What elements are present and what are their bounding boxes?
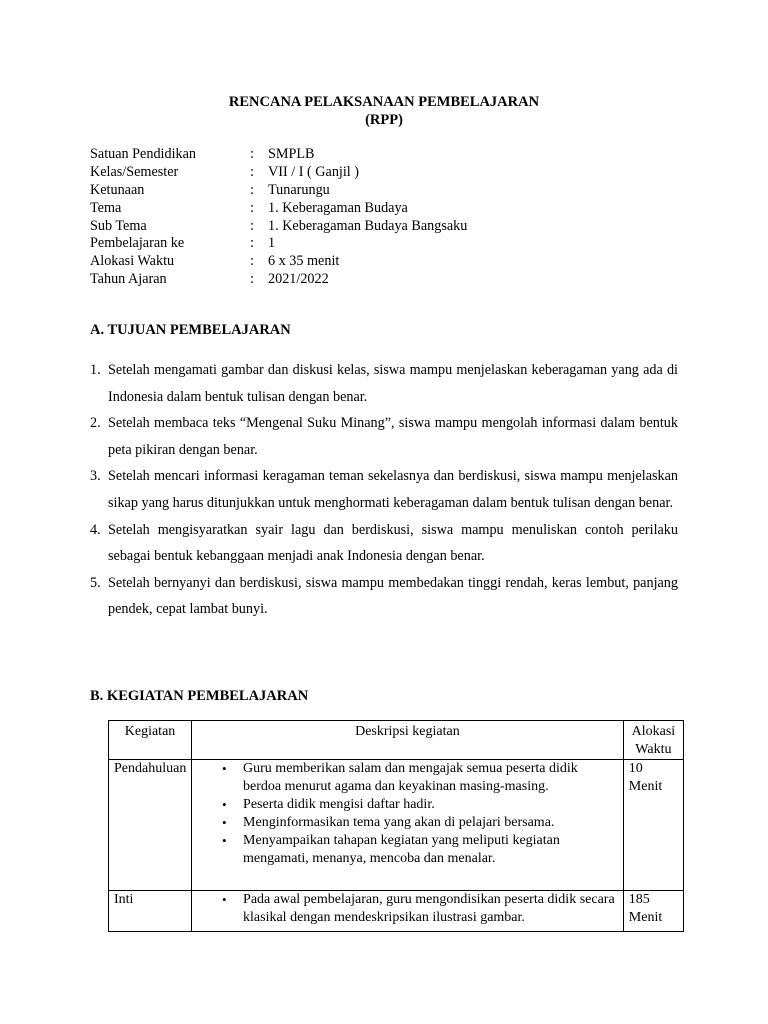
bullet-icon: • [222,797,227,812]
identity-value: VII / I ( Ganjil ) [268,163,360,180]
goal-text: Setelah membaca teks “Mengenal Suku Minang”, siswa mampu mengolah informasi dalam bentuk peta pikiran dengan benar. [108,415,678,458]
table-header-row [109,721,684,760]
bullet-icon: • [222,892,227,907]
identity-colon: : [250,199,254,216]
section-b-heading: B. KEGIATAN PEMBELAJARAN [90,688,309,704]
identity-value: 1. Keberagaman Budaya [268,199,408,216]
header-kegiatan: Kegiatan [109,721,192,760]
identity-label: Pembelajaran ke [90,235,185,252]
goal-number: 4. [90,521,101,538]
identity-colon: : [250,271,254,288]
description-text: Menyampaikan tahapan kegiatan yang meliputi kegiatan mengamati, menanya, mencoba dan menalar. [243,833,560,866]
goal-text: Setelah bernyanyi dan berdiskusi, siswa mampu membedakan tinggi rendah, keras lembut, panjang pendek, cepat lambat bunyi. [108,574,678,618]
identity-label: Satuan Pendidikan [90,146,196,162]
bullet-icon: • [222,833,227,848]
description-item [197,760,618,796]
activity-name: Pendahuluan [109,760,192,891]
identity-row [90,164,467,182]
identity-colon: : [250,181,254,198]
identity-value: 1. Keberagaman Budaya Bangsaku [268,217,468,234]
description-text: Peserta didik mengisi daftar hadir. [243,797,435,812]
description-item [197,832,618,868]
activity-description [192,891,624,932]
goal-number: 5. [90,574,101,591]
goal-item [90,410,678,463]
description-item [197,814,618,832]
identity-label: Tema [90,199,122,216]
identity-colon: : [250,163,254,180]
goal-text: Setelah mengisyaratkan syair lagu dan berdiskusi, siswa mampu menuliskan contoh perilaku sebagai bentuk kebanggaan menjadi anak Indonesia dengan benar. [108,521,678,565]
identity-row [90,271,467,289]
bullet-icon: • [222,815,227,830]
description-text: Guru memberikan salam dan mengajak semua peserta didik berdoa menurut agama dan keyakinan masing-masing. [243,761,578,794]
identity-colon: : [250,217,254,234]
description-text: Pada awal pembelajaran, guru mengondisikan peserta didik secara klasikal dengan mendeskripsikan ilustrasi gambar. [243,892,615,925]
description-text: Menginformasikan tema yang akan di pelajari bersama. [243,815,555,830]
identity-value: 1 [268,235,276,252]
goal-item [90,357,678,410]
identity-colon: : [250,235,254,252]
description-item [197,796,618,814]
goal-number: 1. [90,362,101,378]
goal-item [90,570,678,623]
identity-row [90,235,467,253]
goal-item [90,517,678,570]
activity-time: 185 Menit [623,891,683,932]
identity-value: 2021/2022 [268,271,329,288]
header-alokasi: Alokasi Waktu [623,721,683,760]
identity-row [90,253,467,271]
header-deskripsi: Deskripsi kegiatan [192,721,624,760]
bullet-icon: • [222,761,227,776]
section-a-heading: A. TUJUAN PEMBELAJARAN [90,322,291,338]
identity-label: Alokasi Waktu [90,253,175,270]
identity-row [90,182,467,200]
identity-row [90,200,467,218]
description-item [197,891,618,927]
identity-row [90,146,467,164]
identity-value: Tunarungu [268,181,330,198]
document-title: RENCANA PELAKSANAAN PEMBELAJARAN [228,94,540,110]
goal-item [90,463,678,516]
goal-text: Setelah mencari informasi keragaman teman sekelasnya dan berdiskusi, siswa mampu menjelaskan sikap yang harus ditunjukkan untuk menghormati keberagaman dalam bentuk tulisan dengan benar. [108,468,678,511]
identity-block [90,146,467,289]
identity-label: Tahun Ajaran [90,271,167,288]
goal-number: 2. [90,415,101,432]
identity-colon: : [250,146,254,162]
identity-value: 6 x 35 menit [268,253,340,270]
table-row [109,760,684,891]
activity-time: 10 Menit [623,760,683,891]
activity-name: Inti [109,891,192,932]
goal-text: Setelah mengamati gambar dan diskusi kelas, siswa mampu menjelaskan keberagaman yang ada di Indonesia dalam bentuk tulisan dengan benar. [108,362,678,405]
activities-table [108,720,684,932]
table-row [109,891,684,932]
identity-value: SMPLB [268,146,315,162]
document-subtitle: (RPP) [365,112,403,128]
identity-colon: : [250,253,254,270]
identity-row [90,218,467,236]
goal-number: 3. [90,468,101,485]
identity-label: Sub Tema [90,217,147,234]
identity-label: Ketunaan [90,181,145,198]
activity-description [192,760,624,891]
identity-label: Kelas/Semester [90,163,179,180]
goals-list [90,357,678,623]
